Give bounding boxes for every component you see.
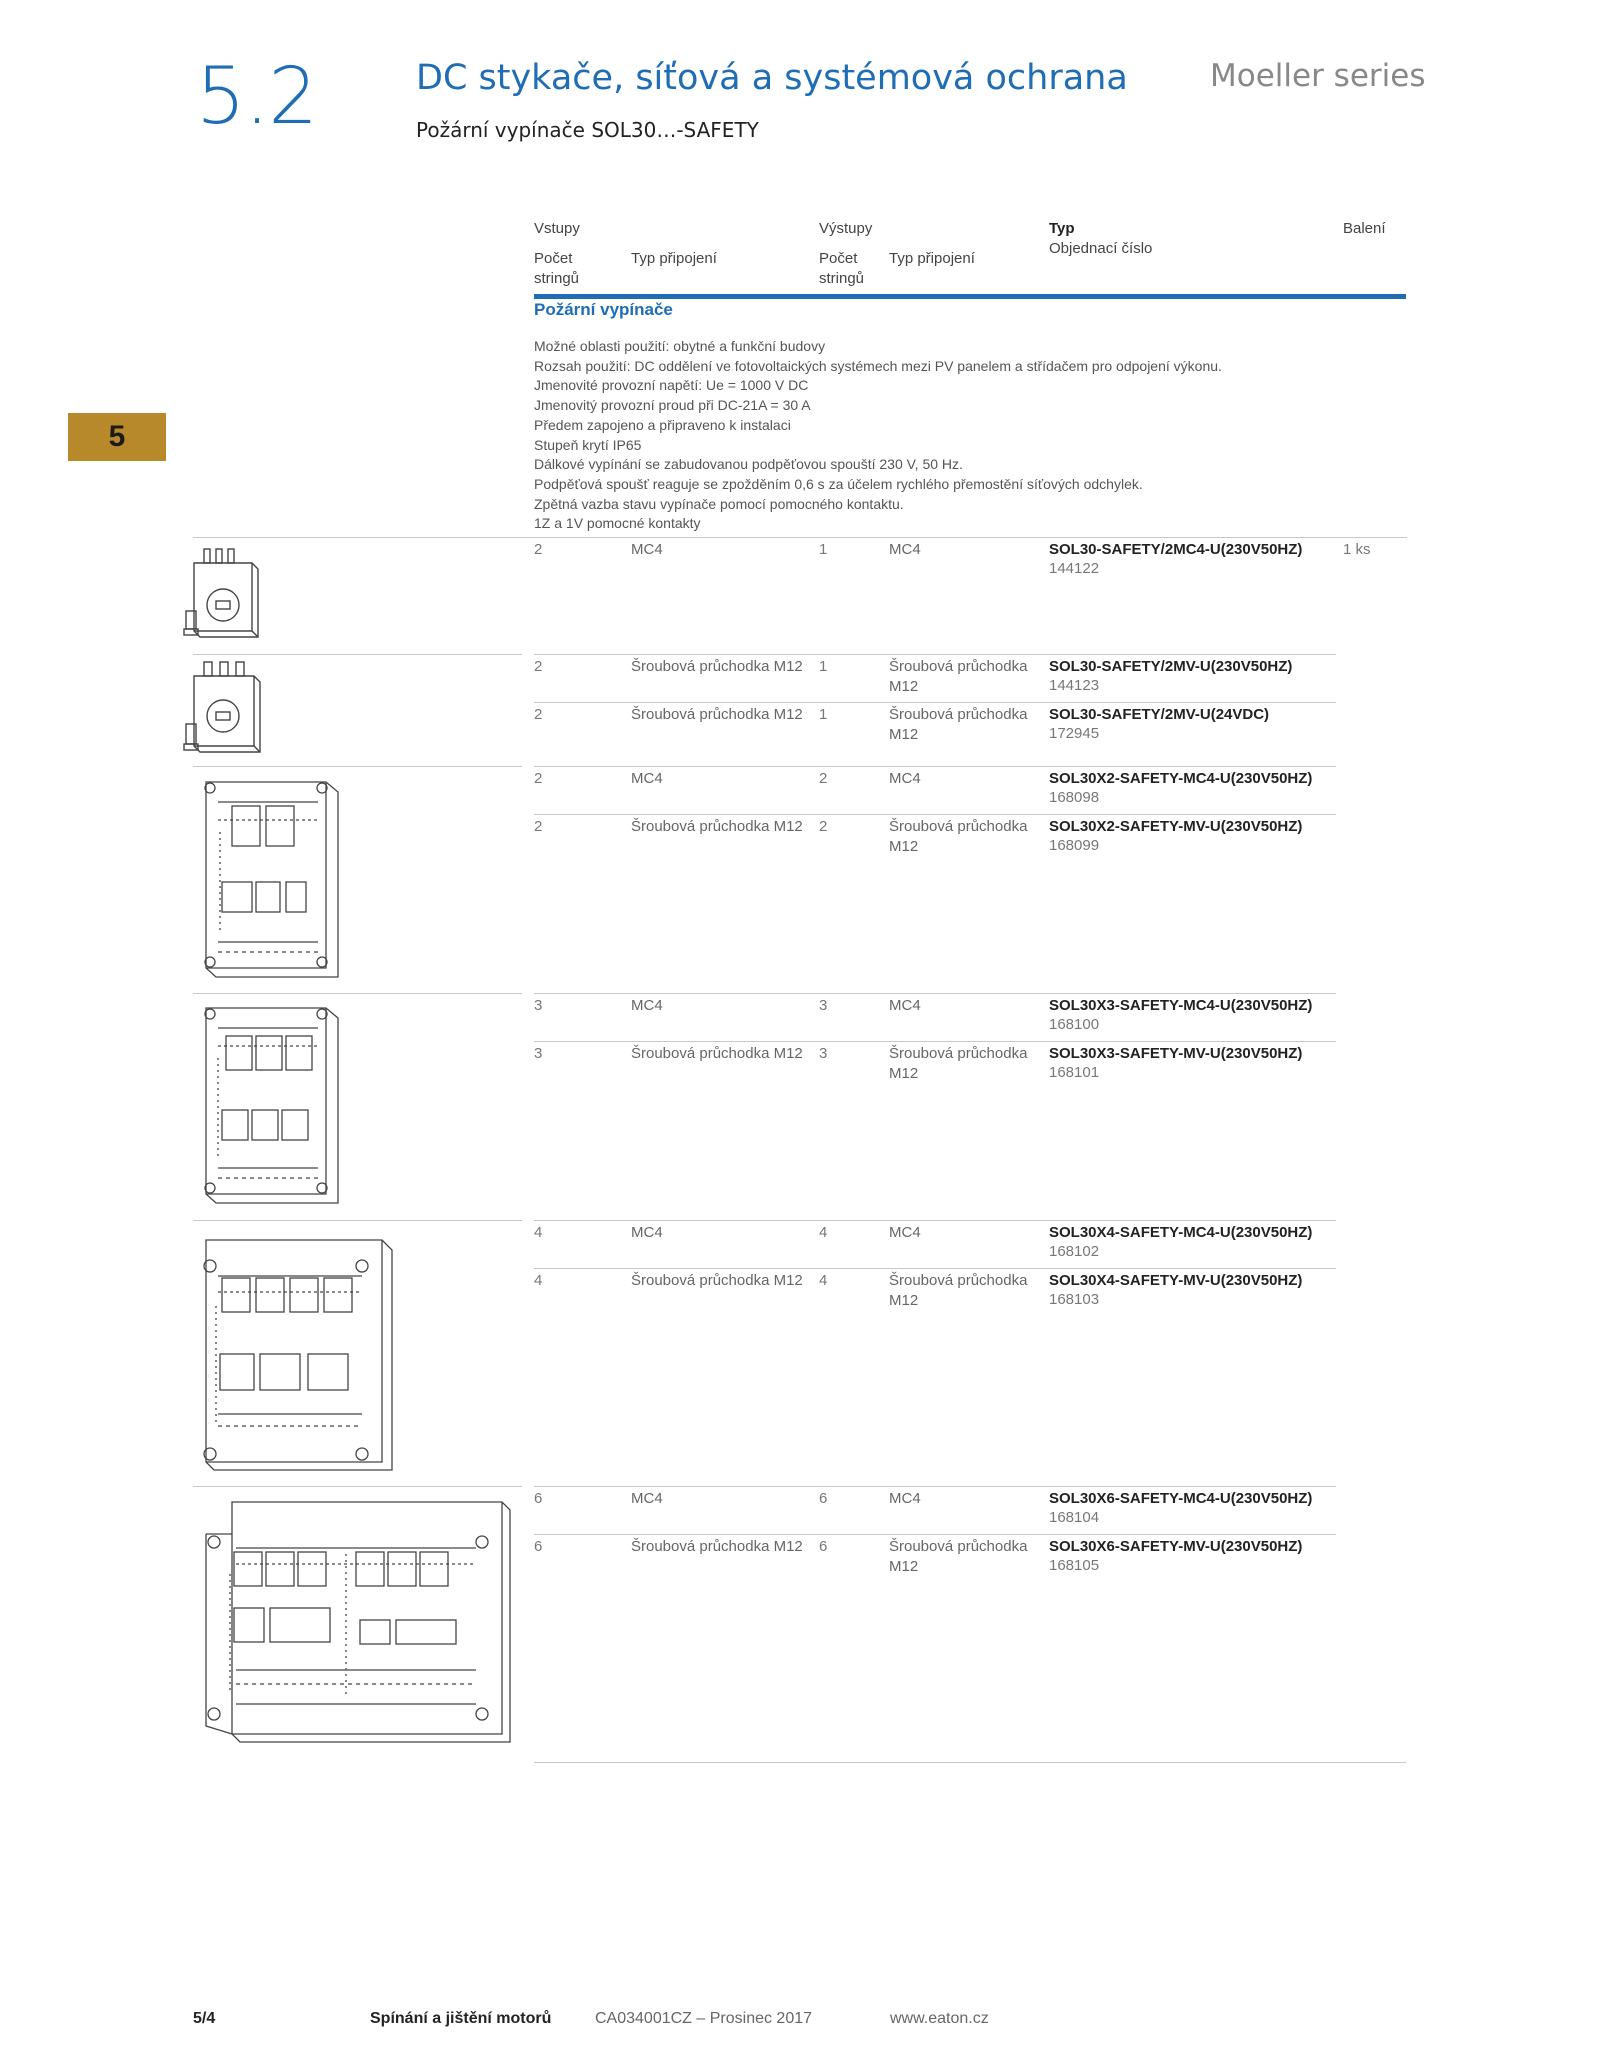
document-code: CA034001CZ – Prosinec 2017 — [595, 2010, 813, 2027]
description-line: Předem zapojeno a připraveno k instalaci — [534, 416, 791, 433]
input-type: MC4 — [631, 541, 663, 558]
header-input-type: Typ připojení — [631, 250, 717, 267]
input-type: Šroubová průchodka M12 — [631, 1272, 803, 1289]
output-type: Šroubová průchodka M12 — [889, 1045, 1028, 1082]
row-divider — [534, 702, 1336, 703]
input-type: MC4 — [631, 1490, 663, 1507]
order-number: 168105 — [1049, 1557, 1100, 1574]
input-count: 2 — [534, 541, 543, 558]
type-code: SOL30X6-SAFETY-MV-U(230V50HZ) — [1049, 1538, 1303, 1555]
row-divider — [534, 1268, 1336, 1269]
description-line: Zpětná vazba stavu vypínače pomocí pomocného kontaktu. — [534, 495, 904, 512]
output-type: MC4 — [889, 1490, 921, 1507]
output-type: MC4 — [889, 1224, 921, 1241]
section-number: 5.2 — [196, 52, 318, 142]
header-inputs: Vstupy — [534, 220, 580, 237]
description-line: Podpěťová spoušť reaguje se zpožděním 0,6 s za účelem rychlého přemostění síťových odchylek. — [534, 475, 1143, 492]
header-type: Typ — [1049, 220, 1075, 237]
input-type: Šroubová průchodka M12 — [631, 1538, 803, 1555]
output-type: MC4 — [889, 770, 921, 787]
description-line: Jmenovitý provozní proud při DC-21A = 30 A — [534, 397, 811, 414]
product-image-sol30x3 — [196, 998, 346, 1213]
input-count: 2 — [534, 818, 543, 835]
input-type: Šroubová průchodka M12 — [631, 818, 803, 835]
type-code: SOL30X2-SAFETY-MC4-U(230V50HZ) — [1049, 770, 1313, 787]
section-subtitle: Požární vypínače SOL30…-SAFETY — [416, 118, 759, 142]
header-type-block — [1049, 219, 1152, 259]
chapter-tab: 5 — [68, 413, 166, 461]
order-number: 144123 — [1049, 677, 1100, 694]
row-divider — [534, 814, 1336, 815]
website-link[interactable]: www.eaton.cz — [890, 2010, 989, 2027]
row-divider — [534, 766, 1336, 767]
group-divider — [193, 537, 1407, 538]
description-line: Stupeň krytí IP65 — [534, 436, 642, 453]
type-code: SOL30-SAFETY/2MC4-U(230V50HZ) — [1049, 541, 1303, 558]
section-title: DC stykače, síťová a systémová ochrana — [416, 58, 1128, 98]
description-line: Rozsah použití: DC oddělení ve fotovoltaických systémech mezi PV panelem a střídačem pro odpojení výkonu. — [534, 357, 1222, 374]
input-count: 4 — [534, 1224, 543, 1241]
product-image-sol30x6 — [196, 1494, 516, 1754]
header-packing: Balení — [1343, 220, 1386, 237]
output-count: 3 — [819, 997, 828, 1014]
table-end-rule — [534, 1762, 1406, 1763]
output-type: Šroubová průchodka M12 — [889, 818, 1028, 855]
input-type: MC4 — [631, 770, 663, 787]
input-type: Šroubová průchodka M12 — [631, 706, 803, 723]
group-divider — [193, 766, 522, 767]
output-count: 6 — [819, 1490, 828, 1507]
output-count: 2 — [819, 770, 828, 787]
order-number: 168102 — [1049, 1243, 1100, 1260]
product-image-sol30-small — [180, 545, 270, 645]
input-type: Šroubová průchodka M12 — [631, 658, 803, 675]
book-title: Spínání a jištění motorů — [370, 2010, 552, 2027]
row-divider — [534, 1486, 1336, 1487]
input-count: 2 — [534, 658, 543, 675]
order-number: 168104 — [1049, 1509, 1100, 1526]
input-type: MC4 — [631, 997, 663, 1014]
header-output-count — [819, 249, 864, 289]
group-divider — [193, 654, 522, 655]
type-code: SOL30X2-SAFETY-MV-U(230V50HZ) — [1049, 818, 1303, 835]
header-count-line1: Počet — [819, 250, 858, 267]
output-type: MC4 — [889, 541, 921, 558]
order-number: 168099 — [1049, 837, 1100, 854]
order-number: 168103 — [1049, 1291, 1100, 1308]
output-type: Šroubová průchodka M12 — [889, 658, 1028, 695]
header-count-line2: stringů — [819, 270, 865, 287]
input-count: 6 — [534, 1490, 543, 1507]
input-count: 4 — [534, 1272, 543, 1289]
packing: 1 ks — [1343, 541, 1371, 558]
header-input-count — [534, 249, 579, 289]
header-order-number: Objednací číslo — [1049, 240, 1153, 257]
output-count: 4 — [819, 1272, 828, 1289]
header-count-line2: stringů — [534, 270, 580, 287]
output-type: Šroubová průchodka M12 — [889, 1272, 1028, 1309]
input-type: Šroubová průchodka M12 — [631, 1045, 803, 1062]
row-divider — [534, 654, 1336, 655]
series-label: Moeller series — [1210, 58, 1426, 94]
description-line: Jmenovité provozní napětí: Ue = 1000 V DC — [534, 377, 809, 394]
type-code: SOL30X3-SAFETY-MV-U(230V50HZ) — [1049, 1045, 1303, 1062]
order-number: 168101 — [1049, 1064, 1100, 1081]
group-divider — [193, 1220, 522, 1221]
output-count: 3 — [819, 1045, 828, 1062]
type-code: SOL30X4-SAFETY-MC4-U(230V50HZ) — [1049, 1224, 1313, 1241]
product-image-sol30x2 — [196, 772, 346, 987]
order-number: 168100 — [1049, 1016, 1100, 1033]
output-type: Šroubová průchodka M12 — [889, 706, 1028, 743]
input-count: 2 — [534, 706, 543, 723]
type-code: SOL30X4-SAFETY-MV-U(230V50HZ) — [1049, 1272, 1303, 1289]
header-outputs: Výstupy — [819, 220, 873, 237]
output-count: 1 — [819, 706, 828, 723]
type-code: SOL30X6-SAFETY-MC4-U(230V50HZ) — [1049, 1490, 1313, 1507]
description-line: Dálkové vypínání se zabudovanou podpěťovou spouští 230 V, 50 Hz. — [534, 456, 963, 473]
type-code: SOL30-SAFETY/2MV-U(230V50HZ) — [1049, 658, 1293, 675]
header-rule — [534, 294, 1406, 299]
input-count: 2 — [534, 770, 543, 787]
row-divider — [534, 993, 1336, 994]
group-divider — [193, 1486, 522, 1487]
category-title: Požární vypínače — [534, 300, 673, 319]
output-count: 6 — [819, 1538, 828, 1555]
output-count: 2 — [819, 818, 828, 835]
product-image-sol30-mv — [180, 660, 270, 760]
order-number: 144122 — [1049, 560, 1100, 577]
header-count-line1: Počet — [534, 250, 573, 267]
header-output-type: Typ připojení — [889, 250, 975, 267]
order-number: 172945 — [1049, 725, 1100, 742]
order-number: 168098 — [1049, 789, 1100, 806]
row-divider — [534, 1041, 1336, 1042]
output-type: MC4 — [889, 997, 921, 1014]
description-line: 1Z a 1V pomocné kontakty — [534, 515, 701, 532]
type-code: SOL30-SAFETY/2MV-U(24VDC) — [1049, 706, 1270, 723]
input-count: 3 — [534, 1045, 543, 1062]
row-divider — [534, 1534, 1336, 1535]
output-count: 4 — [819, 1224, 828, 1241]
description-line: Možné oblasti použití: obytné a funkční budovy — [534, 338, 826, 354]
group-divider — [193, 993, 522, 994]
product-image-sol30x4 — [196, 1226, 396, 1476]
output-count: 1 — [819, 541, 828, 558]
output-count: 1 — [819, 658, 828, 675]
description — [534, 337, 1414, 534]
type-code: SOL30X3-SAFETY-MC4-U(230V50HZ) — [1049, 997, 1313, 1014]
page-number: 5/4 — [193, 2010, 216, 2027]
row-divider — [534, 1220, 1336, 1221]
input-count: 6 — [534, 1538, 543, 1555]
input-type: MC4 — [631, 1224, 663, 1241]
output-type: Šroubová průchodka M12 — [889, 1538, 1028, 1575]
input-count: 3 — [534, 997, 543, 1014]
